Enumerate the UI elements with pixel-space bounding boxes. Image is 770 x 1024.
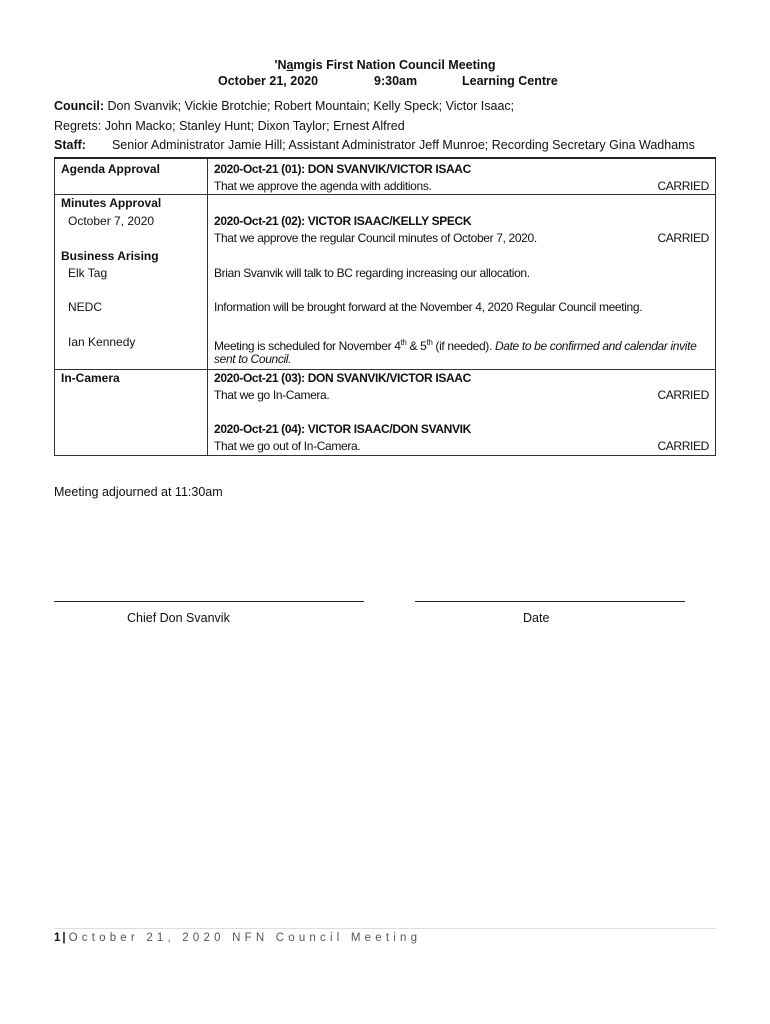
regrets-attendance: Regrets: John Macko; Stanley Hunt; Dixon Taylor; Ernest Alfred — [54, 119, 405, 133]
minutes-approval-date: October 7, 2020 — [68, 213, 155, 228]
in-camera-content-cell — [208, 369, 716, 455]
business-item-nedc-label: NEDC — [68, 299, 103, 314]
business-item-nedc-text: Information will be brought forward at the November 4, 2020 Regular Council meeting. — [214, 299, 643, 314]
meeting-location: Learning Centre — [462, 74, 558, 88]
staff-attendance: Staff: Senior Administrator Jamie Hill; Assistant Administrator Jeff Munroe; Recording Secretary Gina Wadhams — [54, 138, 695, 152]
in-camera-label-cell — [55, 369, 208, 455]
agenda-approval-row — [55, 158, 716, 194]
footer-title: October 21, 2020 NFN Council Meeting — [68, 932, 422, 944]
in-camera-motion-2-text: That we go out of In-Camera. — [214, 438, 361, 453]
meeting-time: 9:30am — [374, 74, 418, 88]
in-camera-label: In-Camera — [61, 370, 120, 385]
minutes-approval-result: CARRIED — [657, 230, 709, 245]
minutes-approval-motion: 2020-Oct-21 (02): VICTOR ISAAC/KELLY SPECK — [214, 213, 472, 228]
minutes-approval-text: That we approve the regular Council minutes of October 7, 2020. — [214, 230, 537, 245]
business-item-ian-kennedy-label: Ian Kennedy — [68, 334, 136, 349]
in-camera-motion-1: 2020-Oct-21 (03): DON SVANVIK/VICTOR ISAAC — [214, 370, 471, 385]
minutes-table — [54, 157, 716, 456]
agenda-approval-result: CARRIED — [657, 179, 709, 193]
meeting-adjourned: Meeting adjourned at 11:30am — [54, 485, 223, 499]
in-camera-row — [55, 369, 716, 455]
council-attendance: Council: Don Svanvik; Vickie Brotchie; Robert Mountain; Kelly Speck; Victor Isaac; — [54, 99, 515, 113]
meeting-date: October 21, 2020 — [218, 74, 319, 88]
date-signature-line — [415, 601, 685, 602]
page-number: 1 — [54, 932, 61, 944]
footer-divider — [54, 928, 716, 929]
agenda-approval-motion: 2020-Oct-21 (01): DON SVANVIK/VICTOR ISAAC — [214, 162, 471, 176]
in-camera-motion-2-result: CARRIED — [657, 438, 709, 453]
chief-signature-label: Chief Don Svanvik — [127, 611, 230, 625]
minutes-business-label-cell — [55, 194, 208, 369]
page-footer: 1 | October 21, 2020 NFN Council Meeting — [54, 932, 422, 944]
business-item-ian-kennedy-text-cont: sent to Council. — [214, 351, 292, 366]
business-arising-label: Business Arising — [61, 248, 159, 263]
date-signature-label: Date — [523, 611, 550, 625]
agenda-approval-content-cell — [208, 158, 716, 194]
chief-signature-line — [54, 601, 364, 602]
in-camera-motion-1-text: That we go In-Camera. — [214, 387, 330, 402]
agenda-approval-label-cell — [55, 158, 208, 194]
agenda-approval-label: Agenda Approval — [61, 162, 160, 176]
in-camera-motion-1-result: CARRIED — [657, 387, 709, 402]
minutes-approval-label: Minutes Approval — [61, 195, 162, 210]
minutes-business-row — [55, 194, 716, 369]
agenda-approval-text: That we approve the agenda with additions. — [214, 179, 432, 193]
in-camera-motion-2: 2020-Oct-21 (04): VICTOR ISAAC/DON SVANVIK — [214, 421, 471, 436]
business-item-ian-kennedy-text: Meeting is scheduled for November 4th & 5th (if needed). Date to be confirmed and calendar invite — [214, 337, 697, 353]
minutes-business-content-cell — [208, 194, 716, 369]
meeting-title: 'Namgis First Nation Council Meeting — [274, 58, 496, 72]
business-item-elk-tag-text: Brian Svanvik will talk to BC regarding increasing our allocation. — [214, 265, 530, 280]
business-item-elk-tag-label: Elk Tag — [68, 265, 108, 280]
